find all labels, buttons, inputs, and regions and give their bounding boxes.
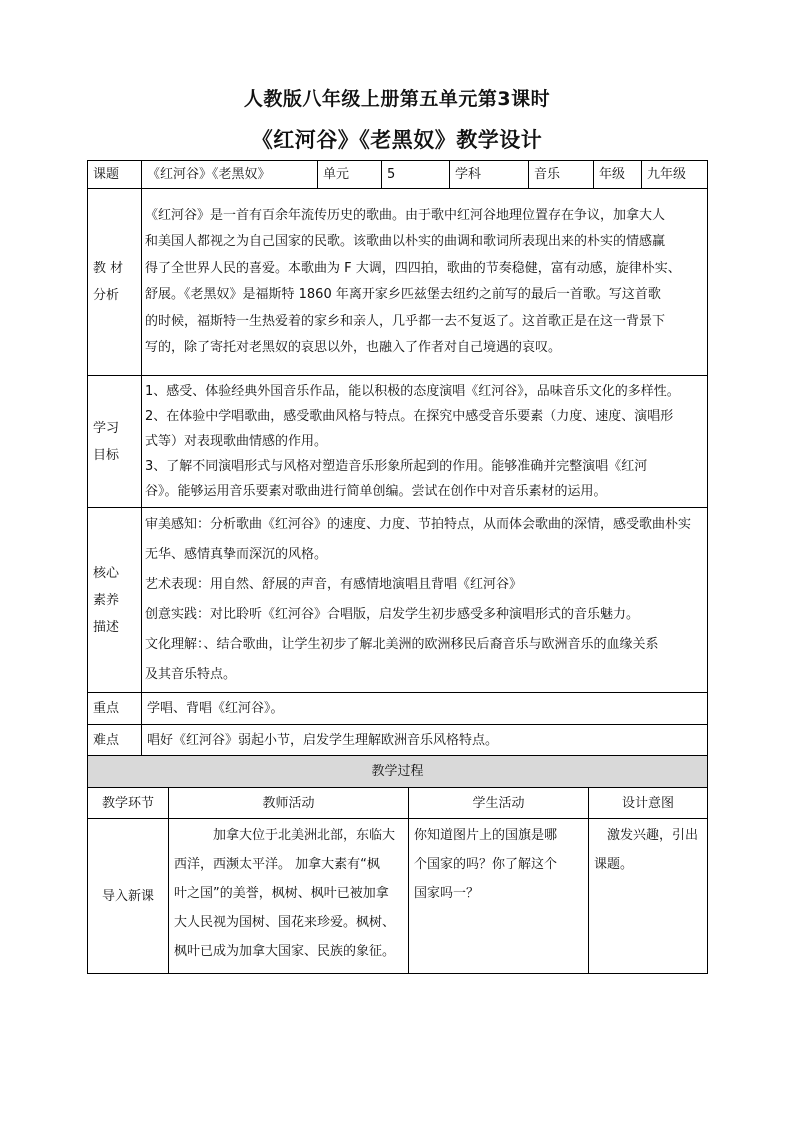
core-content bbox=[142, 508, 708, 693]
analysis-line: 和美国人都视之为自己国家的民歌。该歌曲以朴实的曲调和歌词所表现出来的朴实的情感赢 bbox=[145, 234, 666, 249]
analysis-label bbox=[88, 189, 142, 376]
student-line: 个国家的吗？你了解这个 bbox=[414, 857, 558, 872]
analysis-line: 《红河谷》是一首有百余年流传历史的歌曲。由于歌中红河谷地理位置存在争议，加拿大人 bbox=[145, 207, 666, 223]
grade-label: 年级 bbox=[594, 161, 642, 189]
core-label-line-3: 描述 bbox=[93, 619, 120, 635]
analysis-label-line-1: 教 材 bbox=[93, 261, 124, 276]
column-header-student: 学生活动 bbox=[409, 788, 589, 819]
process-title-row bbox=[88, 756, 708, 788]
document-subtitle: 《红河谷》《老黑奴》教学设计 bbox=[251, 128, 543, 152]
subject-label: 学科 bbox=[450, 161, 529, 189]
objective-line: 式等）对表现歌曲情感的作用。 bbox=[145, 434, 328, 449]
analysis-line: 写的，除了寄托对老黑奴的哀思以外，也融入了作者对自己境遇的哀叹。 bbox=[145, 340, 562, 355]
difficulty-row bbox=[88, 725, 708, 757]
process-header-row bbox=[88, 788, 708, 819]
core-label bbox=[88, 508, 142, 693]
core-label-line-1: 核心 bbox=[93, 565, 120, 581]
teacher-line: 叶之国”的美誉，枫树、枫叶已被加拿 bbox=[174, 886, 389, 901]
intent-line: 激发兴趣，引出 bbox=[607, 828, 699, 843]
topic-label: 课题 bbox=[88, 161, 142, 189]
design-intent-cell bbox=[589, 819, 708, 974]
info-row bbox=[88, 161, 708, 189]
analysis-label-line-2: 分析 bbox=[93, 288, 120, 303]
process-title: 教学过程 bbox=[88, 756, 708, 788]
teacher-activity-cell bbox=[169, 819, 409, 974]
objective-line: 2、在体验中学唱歌曲，感受歌曲风格与特点。在探究中感受音乐要素（力度、速度、演唱形 bbox=[145, 409, 674, 424]
topic-value: 《红河谷》《老黑奴》 bbox=[142, 161, 318, 189]
column-header-intent: 设计意图 bbox=[589, 788, 708, 819]
objectives-label-line-1: 学习 bbox=[93, 420, 120, 436]
core-label-line-2: 素养 bbox=[93, 592, 120, 608]
analysis-row bbox=[88, 189, 708, 376]
intent-line: 课题。 bbox=[594, 857, 634, 872]
analysis-content bbox=[142, 189, 708, 376]
objectives-content bbox=[142, 376, 708, 508]
difficulty-value: 唱好《红河谷》弱起小节，启发学生理解欧洲音乐风格特点。 bbox=[142, 725, 708, 757]
stage-cell: 导入新课 bbox=[88, 819, 169, 974]
lesson-info-table bbox=[87, 160, 708, 757]
document-title: 人教版八年级上册第五单元第3课时 bbox=[243, 88, 551, 110]
teacher-line: 加拿大位于北美洲北部，东临大 bbox=[213, 828, 396, 843]
core-literacy-row bbox=[88, 508, 708, 693]
student-line: 你知道图片上的国旗是哪 bbox=[414, 828, 558, 843]
column-header-teacher: 教师活动 bbox=[169, 788, 409, 819]
objective-line: 谷》。能够运用音乐要素对歌曲进行简单创编。尝试在创作中对音乐素材的运用。 bbox=[145, 484, 607, 499]
teacher-line: 大人民视为国树、国花来珍爱。枫树、 bbox=[174, 915, 396, 930]
analysis-line: 舒展。《老黑奴》是福斯特 1860 年离开家乡匹兹堡去纽约之前写的最后一首歌。写这首歌 bbox=[145, 287, 661, 302]
column-header-stage: 教学环节 bbox=[88, 788, 169, 819]
objective-line: 1、感受、体验经典外国音乐作品，能以积极的态度演唱《红河谷》，品味音乐文化的多样性。 bbox=[145, 384, 680, 399]
key-point-label: 重点 bbox=[88, 693, 142, 725]
grade-value: 九年级 bbox=[642, 161, 708, 189]
core-line: 艺术表现：用自然、舒展的声音，有感情地演唱且背唱《红河谷》 bbox=[145, 577, 523, 592]
objectives-label bbox=[88, 376, 142, 508]
subject-value: 音乐 bbox=[529, 161, 594, 189]
teaching-process-table bbox=[87, 755, 708, 974]
key-point-row bbox=[88, 693, 708, 725]
teacher-line: 枫叶已成为加拿大国家、民族的象征。 bbox=[174, 944, 396, 959]
core-line: 无华、感情真挚而深沉的风格。 bbox=[145, 547, 328, 562]
analysis-line: 的时候，福斯特一生热爱着的家乡和亲人，几乎都一去不复返了。这首歌正是在这一背景下 bbox=[145, 313, 666, 329]
objectives-label-line-2: 目标 bbox=[93, 447, 120, 463]
core-line: 审美感知：分析歌曲《红河谷》的速度、力度、节拍特点，从而体会歌曲的深情，感受歌曲朴实 bbox=[145, 517, 692, 532]
core-line: 文化理解：、结合歌曲，让学生初步了解北美洲的欧洲移民后裔音乐与欧洲音乐的血缘关系 bbox=[145, 637, 659, 652]
core-line: 及其音乐特点。 bbox=[145, 667, 237, 682]
teacher-line: 西洋，西濒太平洋。 加拿大素有“枫 bbox=[174, 857, 380, 872]
difficulty-label: 难点 bbox=[88, 725, 142, 757]
unit-value: 5 bbox=[382, 161, 450, 189]
analysis-line: 得了全世界人民的喜爱。本歌曲为 F 大调，四四拍，歌曲的节奏稳健，富有动感，旋律朴实、 bbox=[145, 260, 681, 276]
objectives-row bbox=[88, 376, 708, 508]
unit-label: 单元 bbox=[318, 161, 382, 189]
table-row bbox=[88, 819, 708, 974]
student-line: 国家吗一？ bbox=[414, 886, 480, 901]
key-point-value: 学唱、背唱《红河谷》。 bbox=[142, 693, 708, 725]
core-line: 创意实践：对比聆听《红河谷》合唱版，启发学生初步感受多种演唱形式的音乐魅力。 bbox=[145, 607, 640, 622]
objective-line: 3、了解不同演唱形式与风格对塑造音乐形象所起到的作用。能够准确并完整演唱《红河 bbox=[145, 459, 648, 474]
student-activity-cell bbox=[409, 819, 589, 974]
